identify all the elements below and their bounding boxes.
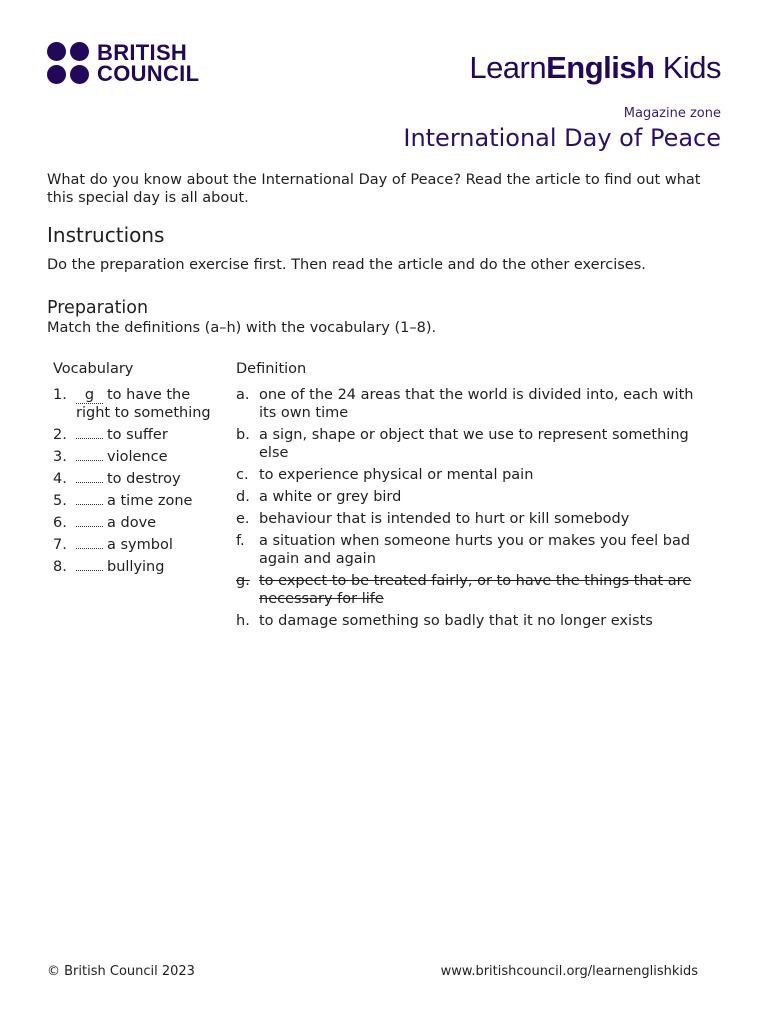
definition-heading: Definition: [236, 361, 307, 377]
definition-item-b: [236, 426, 706, 462]
definition-text: a white or grey bird: [259, 489, 402, 505]
definition-letter: e.: [236, 511, 250, 527]
bc-logo-line1: BRITISH: [97, 40, 188, 65]
answer-blank[interactable]: g: [76, 388, 103, 404]
learnenglish-kids-logo: [469, 50, 721, 86]
vocab-number: 4.: [53, 471, 67, 487]
vocab-number: 2.: [53, 427, 67, 443]
definition-item-g: [236, 572, 706, 608]
answer-blank[interactable]: [76, 438, 103, 439]
vocab-term: to have the right to something: [76, 387, 211, 421]
page-header: [47, 42, 721, 92]
lek-logo-prefix: Learn: [469, 50, 547, 85]
definition-item-h: [236, 612, 706, 630]
vocab-term: violence: [107, 449, 168, 465]
answer-blank[interactable]: [76, 548, 103, 549]
instructions-heading: Instructions: [47, 223, 165, 247]
vocab-item-4: [53, 470, 228, 488]
definition-letter: h.: [236, 613, 250, 629]
british-council-wordmark: [97, 42, 199, 84]
bc-logo-line2: COUNCIL: [97, 61, 200, 86]
vocab-term: a dove: [107, 515, 157, 531]
vocab-term: bullying: [107, 559, 165, 575]
answer-blank[interactable]: [76, 460, 103, 461]
vocab-number: 6.: [53, 515, 67, 531]
definition-letter: b.: [236, 427, 250, 443]
page-title: International Day of Peace: [403, 124, 721, 152]
vocab-number: 8.: [53, 559, 67, 575]
definition-letter: g.: [236, 573, 250, 589]
vocab-term: to suffer: [107, 427, 168, 443]
definition-text: behaviour that is intended to hurt or kill somebody: [259, 511, 630, 527]
vocab-item-8: [53, 558, 228, 576]
footer-url-link[interactable]: www.britishcouncil.org/learnenglishkids: [440, 964, 698, 979]
vocab-item-7: [53, 536, 228, 554]
vocabulary-heading: Vocabulary: [53, 361, 134, 377]
definition-item-e: [236, 510, 706, 528]
answer-blank[interactable]: [76, 570, 103, 571]
definition-text: a sign, shape or object that we use to represent something else: [259, 427, 689, 461]
vocab-term: to destroy: [107, 471, 181, 487]
vocab-number: 5.: [53, 493, 67, 509]
definition-text: to damage something so badly that it no longer exists: [259, 613, 653, 629]
definition-letter: d.: [236, 489, 250, 505]
british-council-dots-icon: [47, 42, 89, 84]
vocab-item-6: [53, 514, 228, 532]
vocab-number: 7.: [53, 537, 67, 553]
answer-blank[interactable]: [76, 504, 103, 505]
vocab-number: 1.: [53, 387, 67, 403]
definition-item-f: [236, 532, 706, 568]
vocab-number: 3.: [53, 449, 67, 465]
magazine-zone-label: Magazine zone: [623, 106, 721, 121]
lek-logo-bold: English: [546, 50, 655, 85]
definition-letter: a.: [236, 387, 250, 403]
definition-item-a: [236, 386, 706, 422]
answer-blank[interactable]: [76, 526, 103, 527]
copyright-text: © British Council 2023: [47, 964, 195, 979]
vocab-item-2: [53, 426, 228, 444]
definition-text: one of the 24 areas that the world is divided into, each with its own time: [259, 387, 694, 421]
definition-text: to expect to be treated fairly, or to have the things that are necessary for life: [259, 573, 692, 607]
lek-logo-suffix: Kids: [654, 50, 721, 85]
preparation-heading: Preparation: [47, 298, 149, 318]
definition-text: a situation when someone hurts you or makes you feel bad again and again: [259, 533, 691, 567]
vocab-term: a symbol: [107, 537, 173, 553]
vocabulary-list: [53, 386, 228, 580]
vocab-item-3: [53, 448, 228, 466]
definition-list: [236, 386, 706, 634]
vocab-item-1: [53, 386, 228, 422]
answer-blank[interactable]: [76, 482, 103, 483]
vocab-term: a time zone: [107, 493, 193, 509]
vocab-item-5: [53, 492, 228, 510]
definition-letter: c.: [236, 467, 249, 483]
intro-text: What do you know about the International Day of Peace? Read the article to find out what this special day is all about.: [47, 172, 701, 206]
definition-item-d: [236, 488, 706, 506]
instructions-text: Do the preparation exercise first. Then read the article and do the other exercises.: [47, 257, 646, 273]
british-council-logo: [47, 42, 199, 84]
definition-text: to experience physical or mental pain: [259, 467, 534, 483]
definition-letter: f.: [236, 533, 245, 549]
preparation-text: Match the definitions (a–h) with the vocabulary (1–8).: [47, 320, 437, 336]
definition-item-c: [236, 466, 706, 484]
